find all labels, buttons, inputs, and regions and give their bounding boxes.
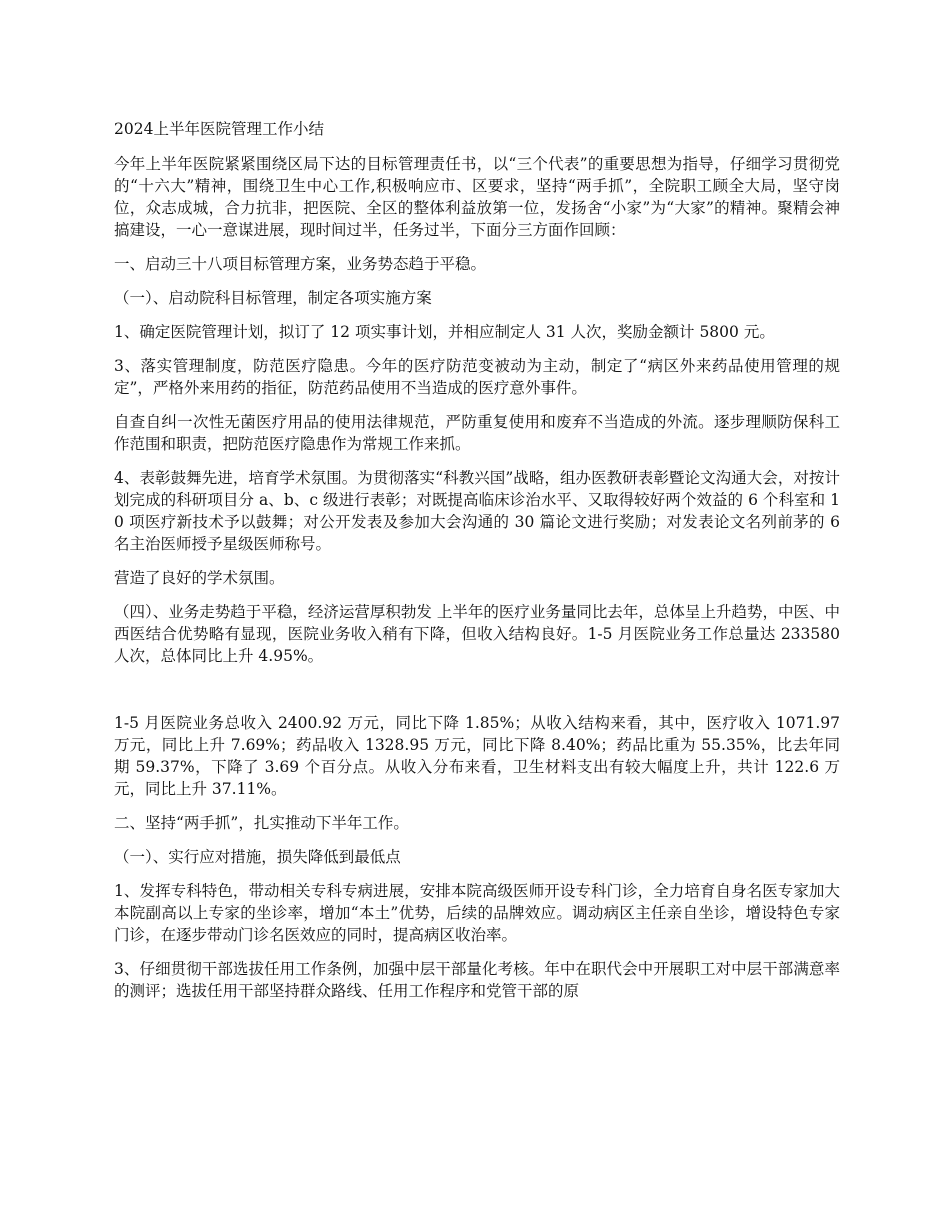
section-heading-1: 一、启动三十八项目标管理方案，业务势态趋于平稳。	[114, 255, 487, 273]
subsection-heading-2-1: （一）、实行应对措施，损失降低到最低点	[114, 848, 401, 866]
paragraph-cadre: 3、仔细贯彻干部选拔任用工作条例，加强中层干部量化考核。年中在职代会中开展职工对中层干部满意率的测评；选拔任用干部坚持群众路线、任用工作程序和党管干部的原	[114, 960, 840, 1000]
blank-gap	[114, 679, 840, 712]
document-page	[114, 118, 840, 1014]
paragraph-item-4: 4、表彰鼓舞先进，培育学术氛围。为贯彻落实“科教兴国”战略，组办医教研表彰暨论文沟通大会，对按计划完成的科研项目分 a、b、c 级进行表彰；对既提高临床诊治水平、又取得较好两个效益的 6 个科室和 10 项医疗新技术予以鼓舞；对公开发表及参加大会沟通的 30 篇论文进行奖励；对发表论文名列前茅的 6 名主治医师授予星级医师称号。	[114, 469, 840, 553]
section-heading-2: 二、坚持“两手抓”，扎实推动下半年工作。	[114, 814, 409, 832]
paragraph-specialty: 1、发挥专科特色，带动相关专科专病进展，安排本院高级医师开设专科门诊，全力培育自身名医专家加大本院副高以上专家的坐诊率，增加“本土”优势，后续的品牌效应。调动病区主任亲自坐诊，增设特色专家门诊，在逐步带动门诊名医效应的同时，提高病区收治率。	[114, 882, 840, 944]
paragraph-item-3: 3、落实管理制度，防范医疗隐患。今年的医疗防范变被动为主动，制定了“病区外来药品使用管理的规定”，严格外来用药的指征，防范药品使用不当造成的医疗意外事件。	[114, 357, 840, 397]
paragraph-revenue: 1-5 月医院业务总收入 2400.92 万元，同比下降 1.85%；从收入结构来看，其中，医疗收入 1071.97 万元，同比上升 7.69%；药品收入 1328.95 万元，同比下降 8.40%；药品比重为 55.35%，比去年同期 59.37%，下降了 3.69 个百分点。从收入分布来看，卫生材料支出有较大幅度上升，共计 122.6 万元，同比上升 37.11%。	[114, 714, 840, 798]
subsection-heading-1-4: （四）、业务走势趋于平稳，经济运营厚积勃发 上半年的医疗业务量同比去年，总体呈上升趋势，中医、中西医结合优势略有显现，医院业务收入稍有下降，但收入结构良好。1-5 月医院业务工作总量达 233580 人次，总体同比上升 4.95%。	[114, 603, 840, 665]
paragraph-item-1: 1、确定医院管理计划，拟订了 12 项实事计划，并相应制定人 31 人次，奖励金额计 5800 元。	[114, 323, 775, 341]
paragraph-intro: 今年上半年医院紧紧围绕区局下达的目标管理责任书，以“三个代表”的重要思想为指导，仔细学习贯彻党的“十六大”精神，围绕卫生中心工作,积极响应市、区要求，坚持“两手抓”，全院职工顾全大局，坚守岗位，众志成城，合力抗非，把医院、全区的整体利益放第一位，发扬舍“小家”为“大家”的精神。聚精会神搞建设，一心一意谋进展，现时间过半，任务过半，下面分三方面作回顾：	[114, 155, 840, 239]
paragraph-self-check: 自查自纠一次性无菌医疗用品的使用法律规范，严防重复使用和废弃不当造成的外流。逐步理顺防保科工作范围和职责，把防范医疗隐患作为常规工作来抓。	[114, 413, 840, 453]
paragraph-academic: 营造了良好的学术氛围。	[114, 569, 285, 587]
document-title: 2024上半年医院管理工作小结	[114, 120, 324, 138]
subsection-heading-1-1: （一）、启动院科目标管理，制定各项实施方案	[114, 289, 432, 307]
